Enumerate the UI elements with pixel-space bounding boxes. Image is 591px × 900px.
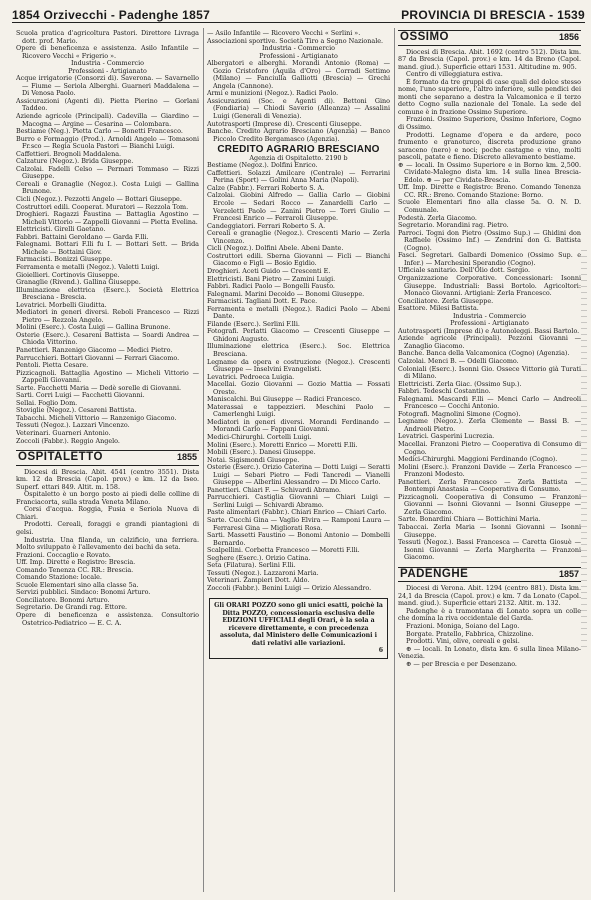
entry: Calzolai. Giobini Alfredo — Gallia Carlo — Giobini Ercole — Sedari Rocco — Zanardelli Carlo — Verzeletti Paolo — Zanini Pietro — Torri Giulio — Francesi Enrico — Ferraroli Giuseppe. <box>207 191 390 223</box>
entry: Servizi pubblici. Sindaco: Bonomi Arturo. <box>16 588 151 597</box>
entry: Levatrici. Pedroeca Luigia. <box>207 372 295 381</box>
entry: Frazioni. Ossimo Superiore, Ossimo Inferiore, Cogno di Ossimo. <box>398 115 581 132</box>
entry: Mobili (Eserc.). Danesi Giuseppe. <box>207 448 316 457</box>
entry: Molini (Eserc.). Costa Luigi — Gallina Brunone. <box>16 323 171 332</box>
entry: È formato da tre gruppi di case quali del dolce stesso nome, l'uno superiore, l'altro inferiore, sulle pendici dei monti che separano a destra la Valcamonica e il terzo detto Cogno sulla nazionale del Tonale. La sede del comune è in frazione Ossimo Superiore. <box>398 77 581 116</box>
entry: Caffettieri. Solazzi Amilcare (Centrale) — Ferrarini Perina (Sport) — Golini Anna Maria (Napoli). <box>207 168 390 185</box>
entry: Diocesi di Brescia. Abit. 1692 (centro 512). Dista km. 87 da Brescia (Capol. prov.) e km. 14 da Breno (Capol. mand. giud.). Superficie ettari 1531. Altitudine m. 905. <box>398 47 581 71</box>
bank-line: Agenzia di Ospitaletto. 2190 b <box>249 153 348 162</box>
entry: Tabacchi. Micheli Vittorio — Ranzenigo Giacomo. <box>16 413 177 422</box>
entry: Sarti. Corri Luigi — Facchetti Giovanni. <box>16 391 145 400</box>
entry: Gioiellieri. Cortinovis Giuseppe. <box>16 270 120 279</box>
entry: Pizzicagnoli. Cooperativa di Consumo — Franzoni Giovanni — Isonni Giovanni — Isonni Giuseppe — Zerla Giacomo. <box>398 492 581 516</box>
entry: Autotrasporti (Imprese di). Crescenti Giuseppe. <box>207 119 362 128</box>
entry: Fasci. Segretari. Galbardi Domenico (Ossimo Sup. e Infer.) — Marchesini Sperandio (Cogno). <box>398 251 581 267</box>
entry: Mediatori in generi diversi. Morandi Ferdinando — Morandi Carlo — Fappani Giovanni. <box>207 417 390 434</box>
entry: Opere di beneficenza e assistenza. Consultorio Ostetrico-Pediatrico — E. C. A. <box>16 611 199 627</box>
entry: Cicli (Negoz.). Pezzotti Angelo — Bottari Giuseppe. <box>16 195 182 204</box>
entry: Tabaccai. Zerla Maria — Isonni Giovanni — Isonni Giuseppe. <box>398 523 581 539</box>
entry: Albergatori e alberghi. Morandi Antonio (Roma) — Gozio Cristoforo (Aquila d'Oro) — Corradi Settimo (Milano) — Fanciulla Galliotti (Brescia) — Grechi Angela (Cannone). <box>207 59 390 90</box>
subheading: Professioni - Artigianato <box>450 319 529 328</box>
entry: Calze (Fabbr.). Ferrari Roberto S. A. <box>207 183 325 192</box>
ossimo-body <box>398 49 581 562</box>
entry: Padenghe è a tramontana di Lonato sopra un colle che domina la riva occidentale del Garda. <box>398 606 581 623</box>
entry: Illuminazione elettrica (Eserc.). Soc. Elettrica Bresciana. <box>207 342 390 358</box>
entry: Tessuti (Negoz.). Lazzaroni Maria. <box>207 568 319 577</box>
entry: Osterie (Eserc.). Orizio Caterina — Dotti Luigi — Seratti Luigi — Sebari Pietro — Fedi Tancredi — Vianelli Giuseppe — Alberlini Alessandro — Di Micco Carlo. <box>207 463 390 487</box>
advert-box <box>209 598 388 659</box>
orzivecchi-continued <box>16 30 199 445</box>
entry: Comando Tenenza CC. RR.: Brescia. <box>16 565 134 574</box>
entry: Assicurazioni (Agenti di). Pietta Pierino — Gorlani Taddeo. <box>16 96 199 113</box>
subheading: Industria - Commercio <box>262 44 335 53</box>
ospitaletto-continued <box>207 30 390 143</box>
entry: Tessuti (Negoz.). Lazzari Vincenzo. <box>16 421 130 430</box>
header-left: 1854 Orzivecchi - Padenghe 1857 <box>12 8 211 22</box>
entry: Prodotti. Legname d'opera e da ardere, poco frumento e granoturco, discreta produzione grano saraceno (nero) e noci; poche castagne e vino, molti pascoli, patate e fieno. Discreto allevamento bestiame. <box>398 130 581 162</box>
entry: Elettricisti. Zerla Giac. (Ossimo Sup.). <box>398 379 522 388</box>
entry: Parrucchieri. Castiglia Giovanni — Chiari Luigi — Serlini Luigi — Schivardi Abramo. <box>207 493 390 509</box>
entry: Aziende agricole (Principali). Cadevilla — Giardino — Macogna — Argine — Cesarina — Colombara. <box>16 112 199 128</box>
section-number: 1856 <box>558 32 579 42</box>
entry: Costruttori edili. Sberna Giovanni — Ficli — Bianchi Giacomo e Figli — Bosio Egidio. <box>207 251 390 268</box>
entry: Molini (Eserc.). Moretti Enrico — Moretti F.lli. <box>207 440 358 449</box>
entry: Scalpellini. Corbetta Francesco — Moretti F.lli. <box>207 546 360 555</box>
entry: Associazioni sportive. Società Tiro a Segno Nazionale. <box>207 36 384 45</box>
entry: Sarte. Facchetti Maria — Dedè sorelle di Giovanni. <box>16 383 182 392</box>
entry: Paste alimentari (Fabbr.). Chiari Enrico — Chiari Carlo. <box>207 508 387 517</box>
entry: Molini (Eserc.). Franzoni Davide — Zerla Francesco — Franzoni Modesto. <box>398 462 581 479</box>
padenghe-body <box>398 585 581 668</box>
entry: Calzolai. Menci B. — Odelli Giacomo. <box>398 356 519 365</box>
entry: Diocesi di Brescia. Abit. 4541 (centro 3551). Dista km. 12 da Brescia (Capol. prov.) e km. 12 da Iseo. Superf. ettari 849. Altit. m. 158. <box>16 467 199 491</box>
entry: Aziende agricole (Principali). Pezzoni Giovanni — Zanaglio Giacomo. <box>398 334 581 350</box>
entry: Veterinari. Zampieri Dott. Aldo. <box>207 576 310 585</box>
entry: Tessuti (Negoz.). Bassi Francesca — Caretta Giosuè — Isonni Giovanni — Zerla Margherita — Franzoni Giacomo. <box>398 538 581 562</box>
entry: Scuole Elementari sino alla classe 5a. <box>16 580 139 589</box>
entry: Uff. Imp. Dirette e Registro: Breno. Comando Tenenza CC. RR.: Breno. Comando Stazione: Borno. <box>398 183 581 199</box>
column-2 <box>207 30 390 892</box>
entry: Scuola pratica d'agricoltura Pastori. Direttore Livraga dott. prof. Mario. <box>16 30 199 45</box>
section-number: 1857 <box>558 568 579 579</box>
entry: Sarti. Massetti Faustino — Bonomi Antonio — Dombelli Bernardo. <box>207 531 390 547</box>
entry: Industria. Una filanda, un calzificio, una ferriera. Molto sviluppato è l'allevamento dei bachi da seta. <box>16 535 199 552</box>
entry: Panettieri. Zerla Francesco — Zerla Battista — Bontempi Anastasia — Cooperativa di Consumo. <box>398 477 581 494</box>
entry: Materassai e tappezzieri. Meschini Paolo — Camerlenghi Luigi. <box>207 402 390 419</box>
entry: Levatrici. Morbelli Giuditta. <box>16 300 107 309</box>
entry: Calzolai. Fadelli Celso — Permari Tommaso — Rizzi Giuseppe. <box>16 164 199 181</box>
advert-text: Gli ORARI POZZO sono gli unici esatti, poichè la Ditta POZZO, concessionaria esclusiva delle EDIZIONI UFFICIALI degli Orari, è la sola a ricevere direttamente, e con precedenza assoluta, dal Ministero delle Comunicazioni i dati relativi alle variazioni. <box>214 602 383 647</box>
entry: Bestiame (Negoz.). Dolfini Enrico. <box>207 161 318 170</box>
entry: Pentoli. Pietta Cesare. <box>16 361 89 370</box>
entry: Illuminazione elettrica (Eserc.). Società Elettrica Bresciana - Brescia. <box>16 285 199 302</box>
column-1 <box>16 30 199 892</box>
entry: Burro e Formaggio (Prod.). Arnoldi Angelo — Tomasoni Fr.sco — Regia Scuola Pastori — Bianchi Luigi. <box>16 134 199 151</box>
entry: Droghieri. Aceti Guido — Crescenti E. <box>207 266 331 275</box>
section-name: OSSIMO <box>400 31 450 43</box>
entry: Stoviglie (Negoz.). Cesareni Battista. <box>16 406 137 415</box>
entry: Bestiame (Neg.). Pietta Carlo — Bonetti Francesco. <box>16 127 183 136</box>
advert-page: 6 <box>378 647 383 655</box>
entry: Zoccoli (Fabbr.). Benini Luigi — Orizio Alessandro. <box>207 583 372 592</box>
entry: Ferramenta e metalli (Negoz.). Valetti Luigi. <box>16 262 160 271</box>
entry: Macellai. Franzoni Pietro — Cooperativa di Consumo di Cogno. <box>398 439 581 456</box>
entry: Farmacisti. Tagliani Dott. E. Pace. <box>207 297 318 306</box>
entry: Droghieri. Ragazzi Faustina — Battaglia Agostino — Micheli Vittorio — Zappelli Giovanni — Pietta Evelina. <box>16 210 199 226</box>
entry: Notai. Sigismondi Giuseppe. <box>207 455 300 464</box>
entry: Acque irrigatorie (Consorzi di). Saverona. — Savarnello — Fiume — Seriola Alberghi. Guarneri Maddalena — Di Venosa Paolo. <box>16 74 199 98</box>
entry: — Asilo Infantile — Ricovero Vecchi « Serlini ». <box>207 30 361 37</box>
entry: Seghere (Eserc.). Orizio Catina. <box>207 553 311 562</box>
entry: Sarte. Cucchi Gina — Vaglio Elvira — Ramponi Laura — Ferraresi Gina — Migliorati Rosa. <box>207 516 390 532</box>
entry: Coloniali (Eserc.). Isonni Gio. Ossece Vittorio già Turati di Milano. <box>398 364 581 381</box>
entry: Maniscalchi. Bui Giuseppe — Radici Francesco. <box>207 395 362 404</box>
entry: Mediatori in generi diversi. Reboli Francesco — Rizzi Pietro — Rezzola Angelo. <box>16 308 199 324</box>
entry: ⊕ — per Brescia e per Desenzano. <box>406 659 517 668</box>
entry: Calzature (Negoz.). Brida Giuseppe. <box>16 157 134 166</box>
entry: Pizzicagnoli. Battaglia Agostino — Micheli Vittorio — Zappelli Giovanni. <box>16 368 199 385</box>
section-name: PADENGHE <box>400 567 469 580</box>
entry: Farmacisti. Bonizzi Giuseppe. <box>16 255 113 264</box>
entry: Assicurazioni (Soc. e Agenti di). Bettoni Gino (Fondiaria) — Chiodi Saverio (Alleanza) — Assalini Luigi (Generali di Venezia). <box>207 96 390 121</box>
entry: Podestà. Zerla Giacomo. <box>398 213 477 222</box>
entry: Cereali e Granaglie (Negoz.). Costa Luigi — Gallina Brunone. <box>16 179 199 196</box>
entry: Comando Stazione: locale. <box>16 573 102 582</box>
page-header <box>12 4 585 23</box>
entry: Falegnami. Marini Decoido — Bonomi Giuseppe. <box>207 289 365 298</box>
bank-title: CREDITO AGRARIO BRESCIANO <box>217 144 380 156</box>
entry: Elettricisti. Girelli Gaetano. <box>16 225 106 234</box>
entry: Autotrasporti (Imprese di) e Autonoleggi. Bassi Bartolo. <box>398 326 580 335</box>
entry: Veterinari. Guarneri Antonio. <box>16 428 111 437</box>
subheading: Industria - Commercio <box>453 311 526 320</box>
entry: Uff. Imp. Dirette e Registro: Brescia. <box>16 558 136 567</box>
entry: Elettricisti. Bani Pietro — Zamini Luigi. <box>207 274 336 283</box>
entry: Corsi d'acqua. Roggia, Fusia e Seriola Nuova di Chiari. <box>16 505 199 521</box>
section-heading <box>398 567 581 583</box>
entry: Medici-Chirurghi. Maggioni Ferdinando (Cogno). <box>398 455 558 464</box>
column-rule <box>203 28 204 892</box>
entry: Panettieri. Chiari F. — Schivardi Abramo. <box>207 485 341 494</box>
section-number: 1855 <box>176 452 197 463</box>
entry: Levatrici. Gasperini Lucrezia. <box>398 432 495 441</box>
entry: Panettieri. Ranzenigo Giacomo — Medici Pietro. <box>16 345 173 354</box>
entry: Falegnami. Bottari F.lli fu I. — Bottari Sett. — Brida Michele — Bottaini Giov. <box>16 240 199 256</box>
entry: Sellai. Foglio Dom. <box>16 398 78 407</box>
section-heading <box>16 450 199 466</box>
entry: Parrucchieri. Bottari Giovanni — Ferrari Giacomo. <box>16 353 180 362</box>
entry: Banche. Banca della Valcamonica (Cogno) (Agenzia). <box>398 349 570 358</box>
entry: Parroci. Togni don Pietro (Ossimo Sup.) — Ghidini don Raffaele (Ossimo Inf.) — Zendrini don G. Battista (Cogno). <box>398 228 581 252</box>
entry: Fabbri. Battaini Geroldano — Garda F.lli. <box>16 232 149 241</box>
entry: ⊕ — locali. In Ossimo Superiore e in Borno km. 2,500. Cividate-Malegno dista km. 14 sulla linea Brescia-Edolo. ⊕ — per Cividate-Brescia. <box>398 160 581 184</box>
subheading: Professioni - Artigianato <box>259 51 338 60</box>
ospitaletto-listings <box>207 162 390 592</box>
edge-texture <box>581 250 587 650</box>
header-right: PROVINCIA DI BRESCIA - 1539 <box>401 8 585 22</box>
entry: Ferramenta e metalli (Negoz.). Radici Paolo — Abeni Dante. <box>207 304 390 321</box>
section-name: OSPITALETTO <box>18 451 103 464</box>
entry: ⊕ — locali. In Lonato, dista km. 6 sulla linea Milano-Venezia. <box>398 644 581 661</box>
entry: Zoccoli (Fabbr.). Reggio Angelo. <box>16 436 120 445</box>
entry: Borgate. Pratello, Fabbrica, Chizzoline. <box>406 629 534 638</box>
entry: Centro di villeggiatura estiva. <box>406 70 503 79</box>
entry: Segretario. Morandini rag. Pietro. <box>398 221 509 230</box>
section-heading <box>398 30 581 46</box>
entry: Medici-Chirurghi. Cortelli Luigi. <box>207 432 312 441</box>
entry: Banche. Credito Agrario Bresciano (Agenzia) — Banco Piccolo Credito Bergamasco (Agenzia). <box>207 127 390 143</box>
entry: Frazioni. Moniga, Soiano del Lago. <box>406 622 520 631</box>
entry: Ufficiale sanitario. Dell'Olio dott. Sergio. <box>398 266 530 275</box>
column-3 <box>398 30 581 892</box>
entry: Conciliatore. Zerla Giuseppe. <box>398 296 494 305</box>
entry: Fotografi. Perlatti Giacomo — Crescenti Giuseppe — Ghidoni Augusto. <box>207 327 390 343</box>
entry: Caffettieri. Brognoli Maddalena. <box>16 149 122 158</box>
column-rule <box>394 28 395 892</box>
entry: Seta (Filatura). Serlini F.lli. <box>207 561 296 570</box>
entry: Cereali e granaglie (Negoz.). Crescenti Mario — Zerla Vincenzo. <box>207 229 390 245</box>
entry: Frazioni. Coccaglio e Rovato. <box>16 550 111 559</box>
entry: Fotografi. Magnolini Simone (Cogno). <box>398 409 521 418</box>
entry: Scuole Elementari fino alla classe 5a. O. N. D. Comunale. <box>398 198 581 215</box>
entry: Legname (Negoz.). Zerla Clemente — Bassi B. — Andreoli Pietro. <box>398 417 581 433</box>
entry: Legname da opera e costruzione (Negoz.). Crescenti Giuseppe — Inselvini Evangelisti. <box>207 357 390 374</box>
entry: Ospitaletto è un borgo posto ai piedi delle colline di Franciacorta, sulla strada Veneta Milano. <box>16 490 199 506</box>
entry: Cicli (Negoz.). Dolfini Abele. Abeni Dante. <box>207 244 344 253</box>
entry: Diocesi di Verona. Abit. 1294 (centro 881). Dista km. 24,1 da Brescia (Capol. prov.) e km. 7 da Lonato (Capol. mand. giud.). Superficie ettari 2132. Altit. m. 132. <box>398 584 581 608</box>
entry: Candeggiatori. Ferrari Roberto S. A. <box>207 221 326 230</box>
ospitaletto-body <box>16 469 199 627</box>
entry: Granaglie (Rivend.). Gallina Giuseppe. <box>16 278 141 287</box>
entry: Fabbri. Radici Paolo — Bongelli Fausto. <box>207 282 335 291</box>
entry: Osterie (Eserc.). Cesareni Battista — Soardi Andrea — Chioda Vittorino. <box>16 330 199 347</box>
entry: Costruttori edili. Cooperat. Muratori — Rezzola Tom. <box>16 202 189 211</box>
entry: Macellai. Gozio Giovanni — Gozio Mattia — Fossati Oreste. <box>207 380 390 396</box>
entry: Sarte. Bonardini Chiara — Bottichini Maria. <box>398 515 541 524</box>
entry: Conciliatore. Bonomi Arturo. <box>16 595 110 604</box>
subheading: Industria - Commercio <box>71 59 144 68</box>
entry: Segretario. De Grandi rag. Ettore. <box>16 603 128 612</box>
entry: Opere di beneficenza e assistenza. Asilo Infantile — Ricovero Vecchi « Frigerio ». <box>16 44 199 60</box>
entry: Prodotti. Cereali, foraggi e grandi piantagioni di gelsi. <box>16 520 199 536</box>
entry: Armi e munizioni (Negoz.). Radici Paolo. <box>207 89 339 98</box>
entry: Fabbri. Tedeschi Costantino. <box>398 387 491 396</box>
entry: Esattore. Milesi Battista. <box>398 304 479 313</box>
entry: Filande (Eserc.). Serlini F.lli. <box>207 319 300 328</box>
entry: Organizzazione Corporative. Concessionari: Isonni Giuseppe. Industriali: Bassi Bortolo. Agricoltori: Monaco Giovanni. Artigiani: Zerla Francesco. <box>398 273 581 298</box>
entry: Falegnami. Mascardi F.lli — Menci Carlo — Andreoli Francesco — Cocchi Antonio. <box>398 394 581 411</box>
entry: Prodotti. Vini, olive, cereali e gelsi. <box>406 637 520 646</box>
subheading: Professioni - Artigianato <box>68 66 147 75</box>
